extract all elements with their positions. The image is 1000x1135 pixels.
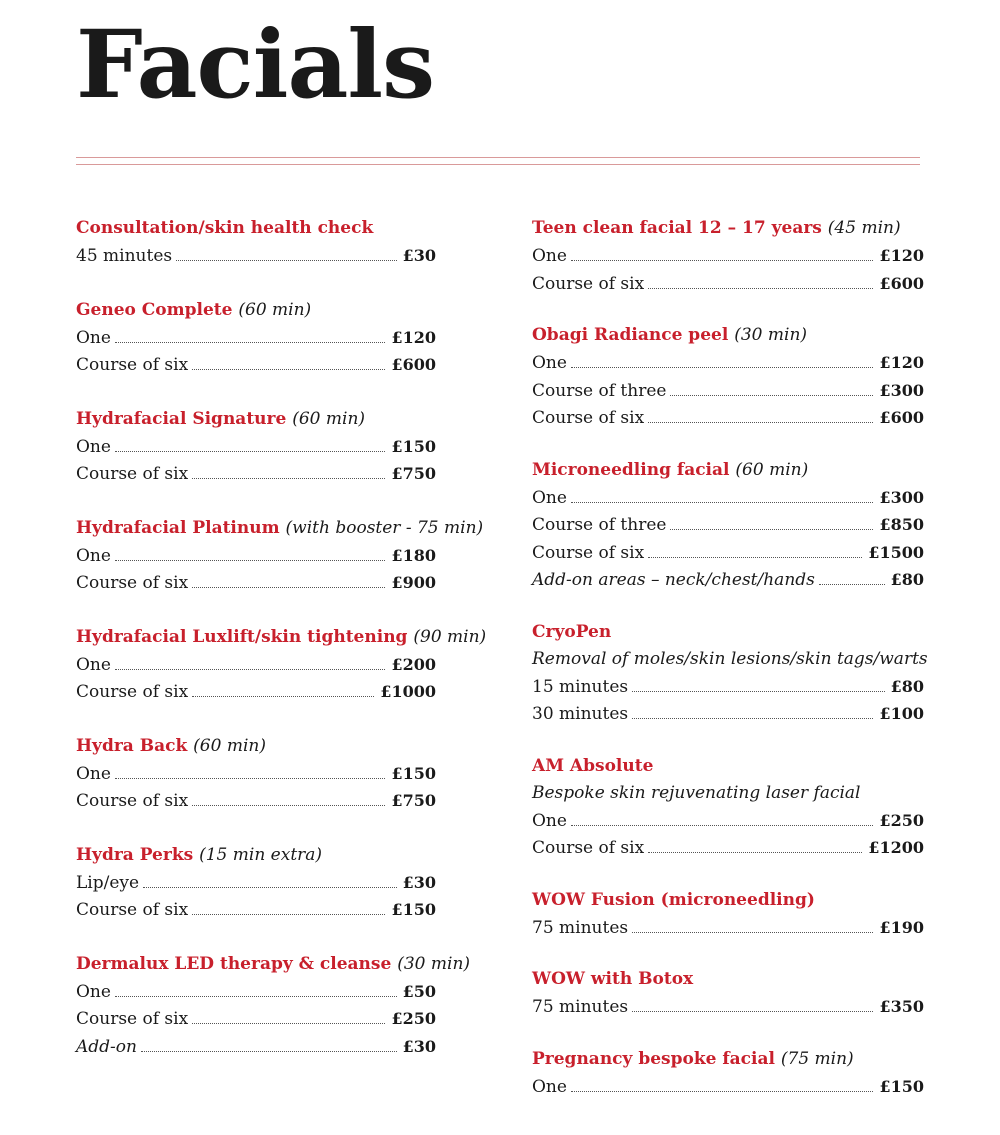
- price-row: [76, 324, 436, 352]
- dotted-leader: [115, 669, 386, 670]
- right-column: [532, 214, 928, 1100]
- price-row: [76, 351, 436, 379]
- price-row: [532, 349, 924, 377]
- price-label: Course of six: [76, 900, 189, 920]
- dotted-leader: [192, 914, 385, 915]
- dotted-leader: [192, 1023, 385, 1024]
- treatment-heading: [532, 214, 924, 242]
- dotted-leader: [670, 395, 873, 396]
- price-label: One: [532, 246, 567, 266]
- menu-section: [76, 214, 436, 270]
- treatment-name: CryoPen: [532, 621, 612, 642]
- price-value: £80: [890, 570, 924, 589]
- price-row: [76, 569, 436, 597]
- price-row: [532, 566, 924, 594]
- price-value: £100: [879, 704, 924, 723]
- dotted-leader: [192, 587, 385, 588]
- menu-section: [532, 886, 924, 942]
- treatment-duration: (60 min): [735, 459, 809, 480]
- treatment-duration: (60 min): [238, 299, 312, 320]
- price-row: [532, 511, 924, 539]
- price-label: Course of six: [76, 1009, 189, 1029]
- treatment-name: Hydrafacial Platinum: [76, 517, 280, 538]
- price-row: [76, 242, 436, 270]
- price-row: [532, 914, 924, 942]
- menu-section: [76, 623, 487, 706]
- dotted-leader: [571, 367, 874, 368]
- treatment-name: Teen clean facial 12 – 17 years: [532, 218, 822, 238]
- price-row: [532, 484, 924, 512]
- menu-section: [532, 618, 928, 728]
- treatment-name: WOW with Botox: [532, 969, 694, 989]
- price-row: [76, 978, 436, 1006]
- treatment-duration: (45 min): [827, 218, 901, 238]
- treatment-heading: [76, 841, 436, 869]
- price-value: £200: [391, 654, 436, 674]
- price-row: [76, 460, 436, 488]
- price-label: 45 minutes: [76, 246, 173, 266]
- dotted-leader: [670, 529, 873, 530]
- price-row: [532, 993, 924, 1021]
- price-label: Course of three: [532, 380, 667, 401]
- treatment-name: Pregnancy bespoke facial: [532, 1048, 775, 1069]
- menu-section: [76, 950, 471, 1061]
- treatment-duration: (30 min): [397, 953, 471, 974]
- price-label: One: [532, 353, 567, 373]
- dotted-leader: [115, 342, 386, 343]
- price-value: £80: [890, 676, 924, 696]
- dotted-leader: [632, 691, 884, 692]
- treatment-duration: (15 min extra): [199, 844, 323, 865]
- treatment-name: Microneedling facial: [532, 459, 730, 480]
- treatment-heading: [532, 965, 924, 993]
- left-column: [76, 214, 487, 1060]
- treatment-heading: [532, 456, 924, 484]
- treatment-heading: [532, 618, 924, 646]
- price-row: [532, 242, 924, 270]
- price-label: Course of three: [532, 515, 667, 535]
- treatment-description: Bespoke skin rejuvenating laser facial: [532, 782, 861, 803]
- dotted-leader: [632, 1011, 873, 1012]
- price-row: [76, 678, 436, 706]
- dotted-leader: [115, 560, 386, 561]
- menu-section: [76, 514, 484, 597]
- menu-section: [76, 841, 436, 924]
- title-divider: [76, 157, 920, 165]
- treatment-heading: [76, 296, 436, 324]
- treatment-name: Hydra Back: [76, 735, 188, 756]
- price-row: [76, 433, 436, 461]
- price-row: [76, 896, 436, 924]
- price-label: One: [532, 487, 567, 508]
- dotted-leader: [192, 696, 374, 697]
- dotted-leader: [571, 502, 874, 503]
- dotted-leader: [192, 478, 385, 479]
- price-value: £50: [402, 981, 436, 1001]
- price-row: [532, 834, 924, 862]
- price-value: £600: [391, 355, 436, 374]
- price-row: [76, 760, 436, 788]
- price-label: Course of six: [532, 542, 645, 563]
- price-value: £120: [879, 246, 924, 265]
- price-value: £850: [879, 515, 924, 534]
- price-label: Course of six: [532, 838, 645, 858]
- treatment-duration: (60 min): [193, 735, 266, 756]
- price-value: £120: [879, 353, 924, 372]
- page-title: Facials: [76, 10, 434, 120]
- dotted-leader: [632, 932, 873, 933]
- price-label: Add-on areas – neck/chest/hands: [532, 570, 815, 590]
- dotted-leader: [115, 996, 397, 997]
- price-label: One: [76, 654, 111, 675]
- price-value: £150: [391, 436, 436, 456]
- dotted-leader: [143, 887, 397, 888]
- treatment-name: Hydrafacial Luxlift/skin tightening: [76, 626, 408, 647]
- price-value: £30: [402, 872, 436, 892]
- menu-section: [532, 214, 924, 297]
- price-row: [532, 270, 924, 298]
- price-value: £600: [879, 273, 924, 293]
- price-label: Course of six: [532, 408, 645, 428]
- price-row: [532, 1073, 924, 1101]
- price-label: Course of six: [76, 355, 189, 375]
- price-value: £1500: [868, 542, 924, 562]
- price-value: £600: [879, 408, 924, 427]
- price-label: Course of six: [76, 573, 189, 593]
- treatment-name: Dermalux LED therapy & cleanse: [76, 953, 392, 974]
- price-row: [532, 807, 924, 835]
- price-row: [532, 539, 924, 567]
- price-label: One: [532, 810, 567, 831]
- menu-section: [76, 732, 436, 815]
- dotted-leader: [192, 369, 385, 370]
- treatment-name: Obagi Radiance peel: [532, 325, 729, 345]
- dotted-leader: [819, 584, 885, 585]
- dotted-leader: [648, 852, 862, 853]
- price-row: [76, 869, 436, 897]
- price-value: £750: [391, 464, 436, 483]
- dotted-leader: [632, 718, 873, 719]
- menu-section: [532, 752, 924, 862]
- price-value: £1200: [868, 838, 924, 857]
- price-label: Add-on: [76, 1036, 137, 1057]
- menu-section: [532, 456, 924, 594]
- treatment-heading: [76, 214, 436, 242]
- treatment-duration: (75 min): [780, 1048, 854, 1069]
- price-value: £30: [402, 246, 436, 265]
- price-value: £30: [402, 1036, 436, 1056]
- dotted-leader: [176, 260, 396, 261]
- treatment-heading: [76, 514, 484, 542]
- price-label: 30 minutes: [532, 704, 629, 724]
- price-label: 75 minutes: [532, 997, 629, 1017]
- treatment-heading: [532, 752, 924, 780]
- price-label: 75 minutes: [532, 917, 629, 938]
- price-row: [76, 1033, 436, 1061]
- price-row: [76, 542, 436, 570]
- treatment-description: Removal of moles/skin lesions/skin tags/warts: [532, 648, 928, 669]
- price-value: £150: [879, 1076, 924, 1096]
- dotted-leader: [141, 1051, 397, 1052]
- price-value: £900: [391, 573, 436, 592]
- treatment-name: Hydrafacial Signature: [76, 408, 287, 429]
- price-label: One: [76, 763, 111, 784]
- price-label: Course of six: [532, 273, 645, 294]
- treatment-heading: [532, 321, 924, 349]
- treatment-heading: [76, 732, 436, 760]
- treatment-duration: (60 min): [292, 408, 366, 429]
- dotted-leader: [115, 451, 386, 452]
- price-value: £150: [391, 763, 436, 783]
- menu-section: [76, 296, 436, 379]
- treatment-heading: [532, 1045, 924, 1073]
- price-value: £180: [391, 545, 436, 565]
- price-row: [532, 700, 924, 728]
- price-label: Lip/eye: [76, 872, 140, 893]
- treatment-name: Geneo Complete: [76, 299, 233, 320]
- price-value: £250: [879, 810, 924, 830]
- treatment-duration: (90 min): [413, 626, 487, 647]
- dotted-leader: [648, 422, 873, 423]
- price-value: £250: [391, 1009, 436, 1028]
- price-label: Course of six: [76, 464, 189, 484]
- price-row: [76, 787, 436, 815]
- treatment-heading: [532, 886, 924, 914]
- price-value: £150: [391, 900, 436, 919]
- price-value: £300: [879, 487, 924, 507]
- menu-section: [76, 405, 436, 488]
- treatment-heading: [76, 623, 487, 651]
- price-value: £120: [391, 327, 436, 347]
- price-row: [76, 1005, 436, 1033]
- price-value: £350: [879, 997, 924, 1016]
- treatment-heading: [76, 405, 436, 433]
- price-value: £1000: [380, 682, 436, 701]
- dotted-leader: [571, 260, 874, 261]
- dotted-leader: [192, 805, 385, 806]
- dotted-leader: [648, 288, 873, 289]
- treatment-name: Hydra Perks: [76, 844, 194, 865]
- price-label: Course of six: [76, 682, 189, 702]
- price-label: One: [76, 327, 111, 348]
- price-row: [532, 673, 924, 701]
- treatment-name: WOW Fusion (microneedling): [532, 889, 815, 910]
- price-label: 15 minutes: [532, 676, 629, 697]
- menu-section: [532, 965, 924, 1021]
- treatment-heading: [76, 950, 471, 978]
- treatment-name: AM Absolute: [532, 755, 654, 776]
- price-label: Course of six: [76, 791, 189, 811]
- menu-section: [532, 321, 924, 432]
- price-row: [76, 651, 436, 679]
- price-value: £750: [391, 791, 436, 810]
- price-value: £190: [879, 917, 924, 937]
- price-label: One: [76, 545, 111, 566]
- price-label: One: [76, 981, 111, 1002]
- price-row: [532, 377, 924, 405]
- dotted-leader: [115, 778, 386, 779]
- dotted-leader: [648, 557, 862, 558]
- treatment-duration: (30 min): [734, 325, 808, 345]
- dotted-leader: [571, 1091, 874, 1092]
- treatment-duration: (with booster - 75 min): [285, 517, 484, 538]
- price-value: £300: [879, 380, 924, 400]
- price-row: [532, 404, 924, 432]
- price-label: One: [532, 1076, 567, 1097]
- treatment-name: Consultation/skin health check: [76, 218, 374, 238]
- menu-section: [532, 1045, 924, 1101]
- dotted-leader: [571, 825, 874, 826]
- price-label: One: [76, 436, 111, 457]
